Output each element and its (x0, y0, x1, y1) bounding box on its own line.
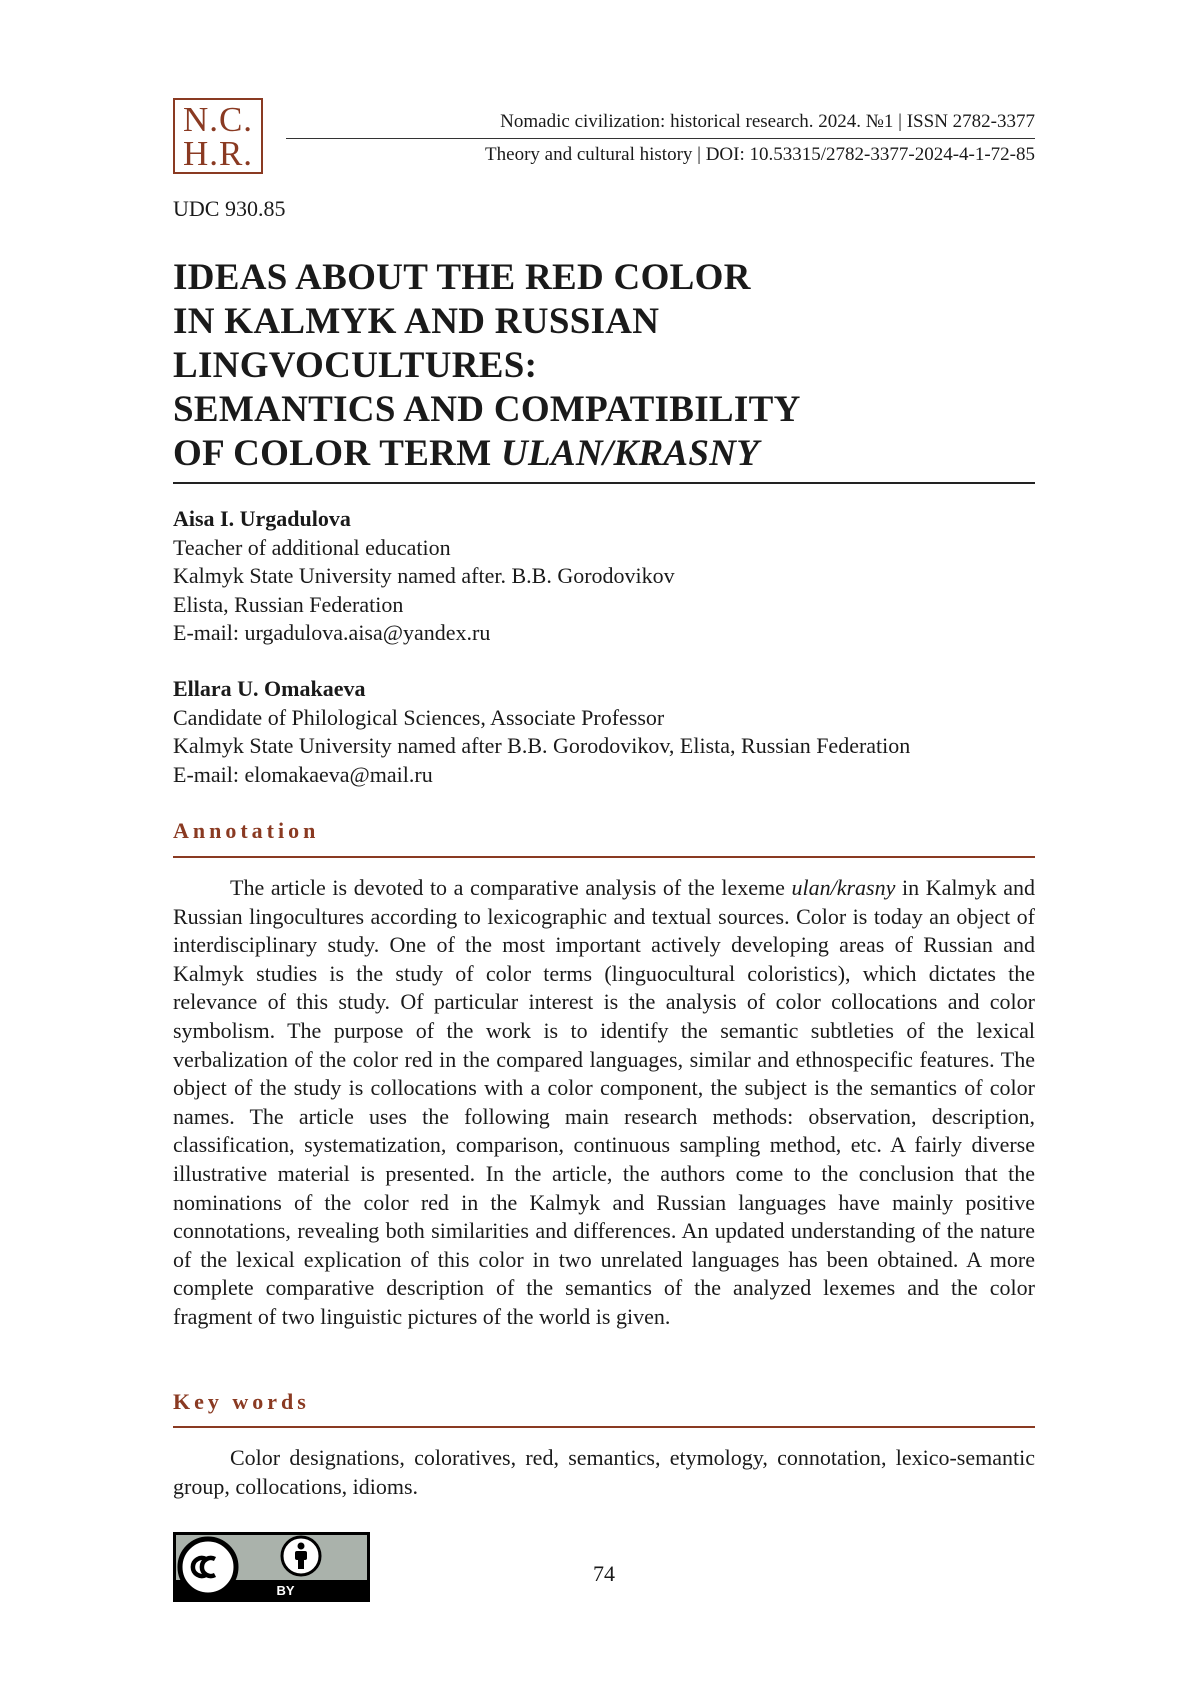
logo-line-1: N.C. (182, 100, 254, 139)
title-line-2: IN KALMYK AND RUSSIAN (173, 301, 660, 342)
page-number: 74 (593, 1561, 615, 1586)
keywords-text: Color designations, coloratives, red, semantics, etymology, connotation, lexico-semantic group, collocations, idioms. (173, 1445, 1035, 1499)
author-location: Elista, Russian Federation (173, 591, 404, 617)
annotation-text-start: The article is devoted to a comparative analysis of the lexeme (230, 875, 792, 900)
article-title (173, 256, 1035, 476)
title-line-5-prefix: OF COLOR TERM (173, 433, 501, 474)
annotation-text-end: in Kalmyk and Russian lingocultures according to lexicographic and textual sources. Color is today an object of interdisciplinary study. One of the most important actively developing areas of Russian and Kalmyk studies is the study of color terms (linguocultural coloristics), which dictates the relevance of this study. Of particular interest is the analysis of color collocations and color symbolism. The purpose of the work is to identify the semantic subtleties of the lexical verbalization of the color red in the compared languages, similar and ethnospecific features. The object of the study is collocations with a color component, the subject is the semantics of color names. The article uses the following main research methods: observation, description, classification, systematization, comparison, continuous sampling method, etc. A fairly diverse illustrative material is presented. In the article, the authors come to the conclusion that the nominations of the color red in the Kalmyk and Russian languages have mainly positive connotations, revealing both similarities and differences. An updated understanding of the nature of the lexical explication of this color in two unrelated languages has been obtained. A more complete comparative description of the semantics of the analyzed lexemes and the color fragment of two linguistic pictures of the world is given. (173, 875, 1035, 1329)
author-name: Ellara U. Omakaeva (173, 676, 366, 701)
author-email: E-mail: urgadulova.aisa@yandex.ru (173, 620, 491, 645)
annotation-rule (173, 856, 1035, 858)
author-position: Teacher of additional education (173, 534, 451, 560)
title-line-4: SEMANTICS AND COMPATIBILITY (173, 389, 801, 430)
keywords-heading: Key words (173, 1389, 310, 1414)
title-rule (173, 482, 1035, 484)
title-line-1: IDEAS ABOUT THE RED COLOR (173, 257, 751, 298)
author-email: E-mail: elomakaeva@mail.ru (173, 761, 433, 787)
cc-by-label: BY (276, 1583, 295, 1598)
author-position: Candidate of Philological Sciences, Associate Professor (173, 704, 665, 730)
author-block-2 (173, 675, 1035, 789)
author-affiliation: Kalmyk State University named after B.B. Gorodovikov, Elista, Russian Federation (173, 733, 911, 758)
keywords-rule (173, 1426, 1035, 1428)
annotation-text-italic: ulan/krasny (791, 875, 896, 900)
annotation-heading: Annotation (173, 818, 320, 843)
author-affiliation: Kalmyk State University named after. B.B. Gorodovikov (173, 563, 675, 588)
journal-info: Nomadic civilization: historical research. 2024. №1 | ISSN 2782-3377 (500, 111, 1035, 132)
title-line-3: LINGVOCULTURES: (173, 345, 538, 386)
title-line-5-italic: ULAN/KRASNY (500, 433, 760, 474)
annotation-text (173, 874, 1035, 1332)
article-page (173, 0, 1035, 1697)
journal-logo (173, 98, 263, 174)
section-doi-info: Theory and cultural history | DOI: 10.53315/2782-3377-2024-4-1-72-85 (485, 144, 1035, 165)
running-header (286, 108, 1035, 169)
header-rule (286, 138, 1035, 139)
author-name: Aisa I. Urgadulova (173, 506, 351, 531)
logo-line-2: H.R. (182, 134, 254, 173)
udc-code: UDC 930.85 (173, 196, 286, 221)
author-block-1 (173, 505, 1035, 648)
title-line-5 (173, 432, 1035, 476)
